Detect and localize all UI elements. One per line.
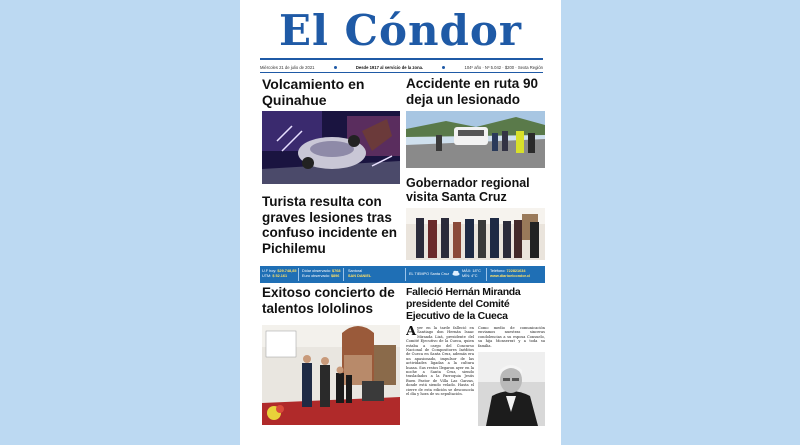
portrait-image — [478, 352, 545, 426]
dolar-label: Dólar observado: — [302, 269, 331, 273]
article-text-1: yer en la tarde falleció en Santiago don Hernán Isaac Miranda Lizá, presidente del Comité Ejecutivo de la Cueca, quien estaba a cargo del Concurso Nacional de Compositores Inéditos de Cueca en Santa Cruz, además era un apasionado, impulsor de las actividades ligadas a la cultura huasa. Sus restos llegaron ayer en la noche a Santa Cruz, siendo trasladados a la Parroquia Jesús Buen Pastor de Villa Las Garzas, donde está siendo velado. Hasta el cierre de esta edición se desconocía el día y hora de su sepultación. — [406, 326, 474, 397]
headline-concierto[interactable]: Exitoso concierto de talentos lololinos — [262, 285, 395, 316]
photo-road-accident[interactable] — [406, 111, 545, 168]
masthead-rule — [260, 58, 543, 60]
santoral-label: Santoral — [348, 269, 363, 273]
uf-value: $29.748,85 — [277, 269, 297, 273]
strip-divider — [298, 268, 299, 281]
info-dot — [442, 66, 445, 69]
strip-divider — [405, 268, 406, 281]
photo-portrait[interactable] — [478, 352, 545, 426]
utm-value: $ 52.161 — [272, 274, 288, 279]
strip-divider — [343, 268, 344, 281]
website-link[interactable]: www.diarioelcondor.cl — [490, 274, 531, 279]
headline-gobernador[interactable]: Gobernador regional visita Santa Cruz — [406, 176, 530, 205]
utm-label: UTM: — [262, 274, 272, 279]
info-dot — [334, 66, 337, 69]
photo-concert[interactable] — [262, 325, 400, 425]
strip-divider — [486, 268, 487, 281]
euro-label: Euro observado: — [302, 274, 330, 279]
headline-accidente[interactable]: Accidente en ruta 90 deja un lesionado — [406, 76, 539, 107]
santoral-block — [348, 269, 371, 279]
santoral-value: SAN DANIEL — [348, 274, 372, 279]
euro-value: $896 — [330, 274, 340, 279]
info-bar — [260, 63, 543, 71]
masthead-title: El Cóndor — [278, 6, 523, 55]
overturned-car-image — [262, 111, 400, 184]
photo-governor-visit[interactable] — [406, 208, 545, 260]
issue-date: Miércoles 21 de julio de 2021 — [260, 64, 315, 70]
uf-block — [262, 269, 296, 279]
phone-number: 722821634 — [506, 269, 526, 273]
weather-label: EL TIEMPO Santa Cruz — [409, 272, 450, 276]
governor-visit-image — [406, 208, 545, 260]
dolar-value: $768 — [331, 269, 341, 273]
market-weather-strip — [260, 266, 545, 283]
road-accident-image — [406, 111, 545, 168]
headline-volcamiento[interactable]: Volcamiento en Quinahue — [262, 76, 365, 109]
edition-info: 104º año · Nº 5.042 · $200 · Sexta Región — [464, 64, 543, 70]
slogan: Desde 1917 al servicio de la zona. — [355, 64, 424, 70]
newspaper-front-page — [240, 0, 561, 445]
cloud-icon — [452, 270, 460, 278]
headline-fallecio[interactable]: Falleció Hernán Miranda presidente del Comité Ejecutivo de la Cueca — [406, 286, 521, 323]
uf-label: U.F hoy: — [262, 269, 277, 273]
photo-overturned-car[interactable] — [262, 111, 400, 184]
temp-max: MÁX: 18°C — [462, 269, 481, 273]
temp-min: MÍN: 4°C — [462, 274, 478, 279]
info-rule — [260, 72, 543, 73]
article-column-1 — [406, 326, 474, 426]
currency-block — [302, 269, 340, 279]
contact-block — [490, 269, 530, 279]
drop-cap: A — [406, 326, 417, 339]
temperature-block — [462, 269, 481, 279]
phone-label: Teléfono: — [490, 269, 506, 273]
concert-image — [262, 325, 400, 425]
headline-turista[interactable]: Turista resulta con graves lesiones tras confuso incidente en Pichilemu — [262, 194, 398, 256]
article-text-2: Como medio de comunicación enviamos nuestras sinceras condolencias a su esposa Consuelo, su hija Monserrat y a toda su familia. — [478, 326, 545, 348]
article-column-2 — [478, 326, 545, 350]
